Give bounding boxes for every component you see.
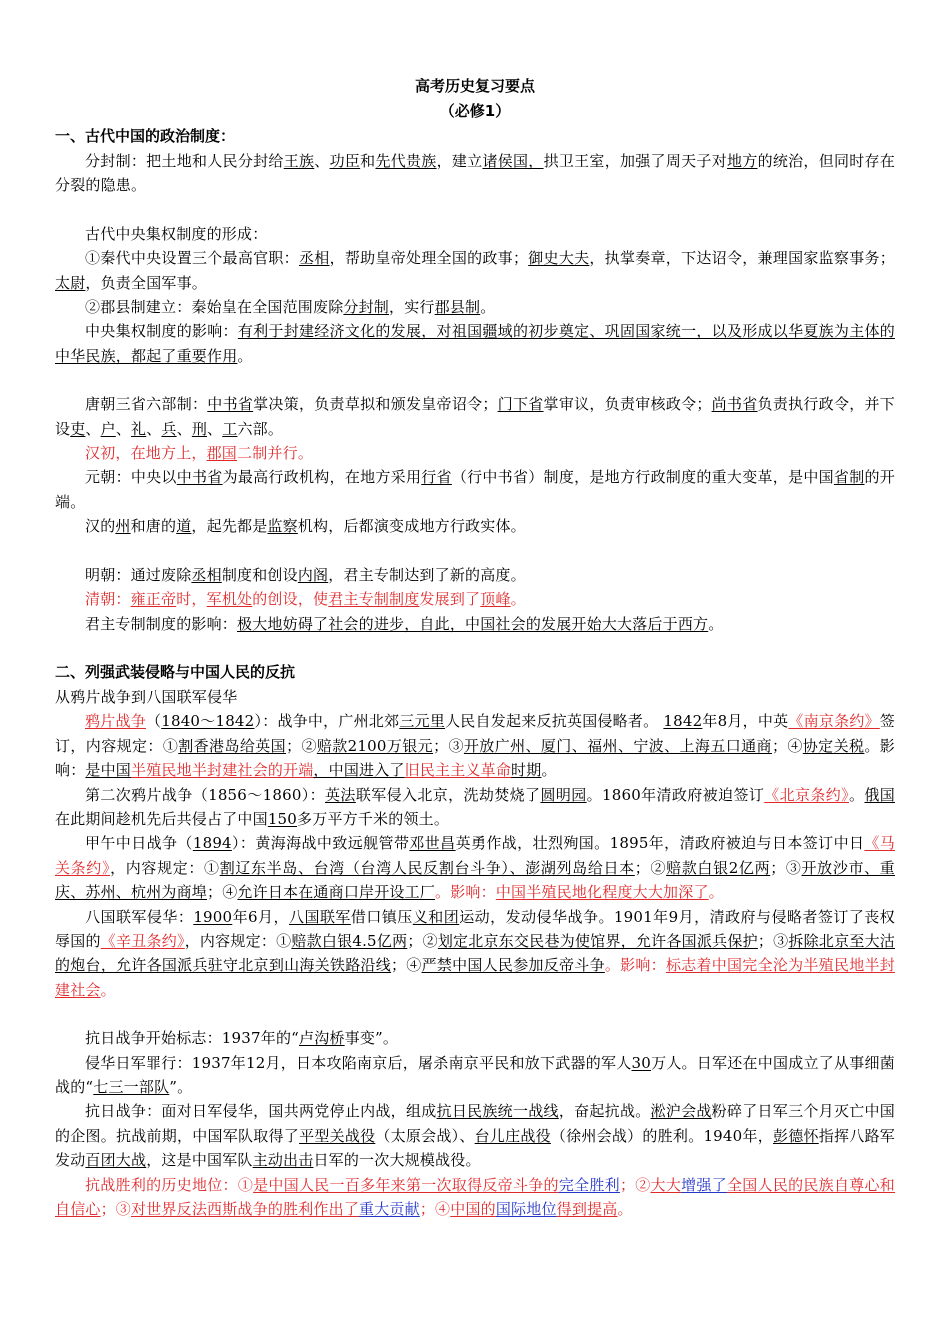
text-run: 雍正帝 xyxy=(130,590,177,609)
text-run: 多万平方千米的领土。 xyxy=(297,809,450,828)
text-run: 分封制 xyxy=(343,298,390,317)
text-run: 赔款白银4.5亿两 xyxy=(291,931,408,950)
text-run: 州 xyxy=(115,517,131,536)
text-run: 和 xyxy=(360,152,376,170)
text-run: 抗日战争开始标志：1937年的“ xyxy=(85,1029,300,1048)
paragraph-japanese-crimes xyxy=(55,1051,895,1100)
text-run: ；③ xyxy=(770,858,802,877)
text-run: 年8月，中英 xyxy=(702,712,789,731)
text-run: 《辛丑条约》 xyxy=(100,931,185,950)
text-run: 先代贵族 xyxy=(375,152,437,170)
text-run: 人民自发起来反抗英国侵略者。 xyxy=(445,712,664,731)
text-run: 半殖民地半封建社会的开端 xyxy=(131,761,314,780)
text-run: 时期 xyxy=(511,761,542,780)
text-run: 、 xyxy=(176,419,192,438)
text-run: 事变”。 xyxy=(344,1029,399,1048)
text-run: ，君主专制达到了新的高度。 xyxy=(328,565,526,584)
text-run: 负责执行政令，并下设 xyxy=(55,395,896,438)
text-run: 对世界反法西斯战争的胜利作出了 xyxy=(131,1200,360,1219)
text-run: 汉初，在地方上， xyxy=(85,444,207,463)
text-run: 30 xyxy=(631,1053,652,1072)
text-run: 中国半殖民地化程度大大加深了 xyxy=(495,883,709,902)
text-run: 二制并行。 xyxy=(237,444,314,463)
text-run: 内阁 xyxy=(297,565,329,584)
text-run: 淞沪会战 xyxy=(650,1102,712,1121)
text-run: 粉碎了日军三个月灭亡中国的企图。抗战前期，中国军队取得了 xyxy=(55,1102,895,1145)
text-run: 旧民主主义革命 xyxy=(404,761,512,780)
paragraph-victory-significance xyxy=(55,1173,895,1222)
text-run: 刑 xyxy=(191,419,208,438)
text-run: 日军的一次大规模战役。 xyxy=(313,1151,481,1170)
text-run: ②郡县制建立：秦始皇在全国范围废除 xyxy=(85,298,344,317)
paragraph-han-junguo xyxy=(55,441,895,465)
text-run: 门下省 xyxy=(497,395,544,414)
text-run: 的开端。 xyxy=(55,468,895,511)
text-run: ；③ xyxy=(100,1200,132,1219)
text-run: 。 xyxy=(708,883,724,902)
text-run: 郡国 xyxy=(206,444,238,463)
text-run: ，中国进入了 xyxy=(313,761,405,780)
text-run: 平型关战役 xyxy=(299,1126,376,1145)
text-run: 。 xyxy=(849,785,865,804)
text-run: 明朝：通过废除 xyxy=(85,565,192,584)
text-run: 郡县制 xyxy=(434,298,481,317)
paragraph-resistance-war xyxy=(55,1099,895,1172)
text-run: 中书省 xyxy=(176,468,223,487)
text-run: 150 xyxy=(267,809,298,828)
text-run: 严禁中国人民参加反帝斗争 xyxy=(421,956,605,975)
text-run: 在此期间趁机先后共侵占了中国 xyxy=(55,809,268,828)
paragraph-fenfeng xyxy=(55,149,895,198)
text-run: 军机处 xyxy=(206,590,253,609)
text-run: 《马关条约》 xyxy=(55,834,896,877)
text-run: 分封制：把土地和人民分封给 xyxy=(85,152,284,170)
text-run: 和唐的 xyxy=(130,517,177,536)
paragraph-tang-system xyxy=(55,392,895,441)
text-run: 1894 xyxy=(192,834,232,853)
text-run: 鸦片战争 xyxy=(85,712,146,731)
text-run: 地方 xyxy=(726,152,758,170)
text-run: 元朝：中央以 xyxy=(85,468,177,487)
text-run: 掌审议，负责审核政令； xyxy=(543,395,712,414)
document-subtitle: （必修1） xyxy=(439,102,511,120)
text-run: 割辽东半岛、台湾（台湾人民反割台斗争）、澎湖列岛给日本 xyxy=(219,858,635,877)
text-run: 英法 xyxy=(325,785,356,804)
text-run: 抗日战争：面对日军侵华，国共两党停止内战，组成 xyxy=(85,1102,437,1121)
text-run: ；④ xyxy=(391,956,422,975)
paragraph-second-opium-war xyxy=(55,783,895,832)
text-run: 主动出击 xyxy=(252,1151,314,1170)
text-run: 极大地妨碍了社会的进步，自此，中国社会的发展开始大大落后于西方 xyxy=(237,614,709,633)
text-run: ；③ xyxy=(757,931,789,950)
text-run: 。1860年清政府被迫签订 xyxy=(586,785,765,804)
text-run: 监察 xyxy=(267,517,298,536)
text-run: 中央集权制度的影响： xyxy=(85,322,238,341)
text-run: 中国的 xyxy=(450,1200,496,1219)
text-run: 抗战胜利的历史地位：① xyxy=(85,1175,254,1194)
text-run: ，奋起抗战。 xyxy=(558,1102,651,1121)
text-run: 王族 xyxy=(283,152,315,170)
text-run: 的统治，但同时存在分裂的隐患。 xyxy=(55,152,896,195)
text-run: 侵华日军罪行：1937年12月，日本攻陷南京后，屠杀南京平民和放下武器的军人 xyxy=(85,1053,632,1072)
text-run: ，负责全国军事。 xyxy=(85,273,208,292)
text-run: ；② xyxy=(286,736,317,755)
text-run: 唐朝三省六部制： xyxy=(85,395,208,414)
text-run: 。影响： xyxy=(604,956,666,975)
text-run: 开放沙市、重庆、苏州、杭州为商埠 xyxy=(55,858,895,902)
text-run: 有利于封建经济文化的发展，对祖国疆域的初步奠定、巩固国家统一，以及形成以华夏族为主体的中华民族，都起了重要作用 xyxy=(55,322,895,365)
text-run: 邓世昌 xyxy=(409,834,456,853)
text-run: 允许日本在通商口岸开设工厂 xyxy=(237,883,436,902)
text-run: 增强了 xyxy=(681,1175,727,1194)
text-run: 完全胜利 xyxy=(558,1175,620,1194)
text-run: 百团大战 xyxy=(85,1151,147,1170)
text-run: 。影响： xyxy=(55,736,895,780)
section-1-heading: 一、古代中国的政治制度： xyxy=(55,127,236,145)
text-run: 。 xyxy=(237,346,253,365)
text-run: 的创设，使 xyxy=(252,590,329,609)
text-run: 《北京条约》 xyxy=(764,785,850,804)
text-run: 协定关税 xyxy=(802,736,865,755)
text-run: ，这是中国军队 xyxy=(146,1151,253,1170)
text-run: ）：战争中，广州北郊 xyxy=(254,712,400,731)
paragraph-zhou-dao xyxy=(55,514,895,538)
text-run: 圆明园 xyxy=(540,785,587,804)
text-run: ，实行 xyxy=(389,298,435,317)
text-run: ①秦代中央设置三个最高官职： xyxy=(85,249,299,268)
text-run: 国际地位 xyxy=(495,1200,557,1219)
text-run: 七三一部队 xyxy=(93,1078,170,1096)
text-run: 签订，内容规定：① xyxy=(55,712,895,755)
text-run: 甲午中日战争（ xyxy=(85,834,193,853)
text-run: 抗日民族统一战线 xyxy=(436,1102,559,1121)
text-run: 割香港岛给英国 xyxy=(178,736,287,755)
document-title: 高考历史复习要点 xyxy=(414,77,535,95)
text-run: 拆除北京至大沽的炮台，允许各国派兵驻守北京到山海关铁路沿线 xyxy=(55,931,896,975)
text-run: 太尉 xyxy=(55,273,86,292)
text-run: 义和团 xyxy=(412,907,460,926)
text-run: 行省 xyxy=(421,468,452,487)
paragraph-centralization-intro xyxy=(55,222,895,246)
paragraph-autocracy-impact xyxy=(55,612,895,636)
text-run: 全国人民的民族自尊心和自信心 xyxy=(55,1175,896,1219)
text-run: 尚书省 xyxy=(711,395,758,414)
text-run: 标志着中国完全沦为半殖民地半封建社会 xyxy=(55,956,895,999)
text-run: 划定北京东交民巷为使馆界，允许各国派兵保护 xyxy=(437,931,758,950)
text-run: 万人。日军还在中国成立了从事细菌战的“ xyxy=(55,1053,895,1096)
text-run: 。 xyxy=(617,1200,633,1219)
text-run: ；④ xyxy=(771,736,803,755)
text-run: 八国联军侵华： xyxy=(85,907,194,926)
text-run: 顶峰 xyxy=(480,590,511,609)
text-run: 得到提高 xyxy=(556,1200,618,1219)
text-run: 拱卫王室，加强了周天子对 xyxy=(543,152,727,170)
text-run: ；④ xyxy=(207,883,238,902)
paragraph-qing xyxy=(55,587,895,611)
text-run: 1900 xyxy=(193,907,233,926)
text-run: ；② xyxy=(619,1175,651,1194)
text-run: 开放广州、厦门、福州、宁波、上海五口通商 xyxy=(463,736,772,755)
text-run: 俄国 xyxy=(864,785,896,804)
text-run: 运动，发动侵华战争。1901年9月，清政府与侵略者签订了丧权辱国的 xyxy=(55,907,895,950)
text-run: ）：黄海海战中致远舰管带 xyxy=(231,834,410,853)
text-run: 御史大夫 xyxy=(528,249,590,268)
text-run: 户 xyxy=(100,419,116,438)
text-run: ，内容规定：① xyxy=(184,931,292,950)
paragraph-qin-officials xyxy=(55,246,895,295)
text-run: 。 xyxy=(100,980,116,999)
text-run: 赔款2100万银元 xyxy=(316,736,434,755)
text-run: 制度和创设 xyxy=(221,565,298,584)
text-run: ，起先都是 xyxy=(191,517,268,536)
text-run: 古代中央集权制度的形成： xyxy=(85,224,268,243)
text-run: 。影响： xyxy=(435,883,496,902)
text-run: 借口镇压 xyxy=(350,907,413,926)
text-run: 《南京条约》 xyxy=(788,712,880,731)
section-2-heading: 二、列强武装侵略与中国人民的反抗 xyxy=(55,662,296,681)
text-run: 是中国 xyxy=(85,761,132,780)
text-run: ，帮助皇帝处理全国的政事； xyxy=(329,249,529,268)
text-run: 诸侯国， xyxy=(482,152,544,170)
text-run: 。 xyxy=(480,298,496,317)
text-run: 机构，后都演变成地方行政实体。 xyxy=(297,517,526,536)
text-run: 汉的 xyxy=(85,517,116,536)
text-run: 道 xyxy=(176,517,192,536)
text-run: 1840～1842 xyxy=(161,712,255,731)
text-run: 赔款白银2亿两 xyxy=(666,858,771,877)
text-run: 清朝： xyxy=(85,590,131,609)
paragraph-sino-japanese-war xyxy=(55,831,895,904)
text-run: 第二次鸦片战争（1856～1860）： xyxy=(85,785,326,804)
paragraph-centralization-impact xyxy=(55,319,895,368)
text-run: ；③ xyxy=(433,736,464,755)
text-run: ，内容规定：① xyxy=(110,858,220,877)
text-run: 兵 xyxy=(161,419,177,438)
text-run: 发展到了 xyxy=(419,590,481,609)
text-run: 时， xyxy=(176,590,207,609)
text-run: 三元里 xyxy=(399,712,446,731)
text-run: 英勇作战，壮烈殉国。1895年，清政府被迫与日本签订中日 xyxy=(455,834,865,853)
text-run: 台儿庄战役 xyxy=(474,1126,551,1145)
text-run: 、 xyxy=(314,152,330,170)
text-run: 年6月， xyxy=(232,907,289,926)
text-run: （太原会战）、 xyxy=(375,1126,475,1145)
text-run: 为最高行政机构，在地方采用 xyxy=(222,468,422,487)
text-run: 。 xyxy=(708,614,724,633)
text-run: 、 xyxy=(115,419,132,438)
text-run: 、 xyxy=(146,419,162,438)
text-run: 礼 xyxy=(131,419,147,438)
text-run: 君主专制制度 xyxy=(328,590,420,609)
paragraph-yuan-province xyxy=(55,465,895,514)
text-run: 丞相 xyxy=(298,249,330,268)
text-run: 指挥八路军发动 xyxy=(55,1126,895,1170)
paragraph-war-start xyxy=(55,1026,895,1050)
text-run: 君主专制制度的影响： xyxy=(85,614,238,633)
text-run: （徐州会战）的胜利。1940年， xyxy=(550,1126,773,1145)
text-run: 、 xyxy=(85,419,101,438)
text-run: 省制 xyxy=(833,468,865,487)
text-run: 重大贡献 xyxy=(359,1200,420,1219)
paragraph-opium-war xyxy=(55,709,895,782)
text-run: 是中国人民一百多年来第一次取得反帝斗争的 xyxy=(253,1175,559,1194)
text-run: 大大 xyxy=(650,1175,682,1194)
section-2-subheading: 从鸦片战争到八国联军侵华 xyxy=(55,687,238,706)
text-run: 1842 xyxy=(663,712,703,731)
text-run: 工 xyxy=(222,419,238,438)
text-run: 彭德怀 xyxy=(772,1126,819,1145)
text-run: 卢沟桥 xyxy=(299,1029,345,1048)
text-run: 、 xyxy=(207,419,223,438)
paragraph-junxian xyxy=(55,295,895,319)
text-run: 八国联军 xyxy=(289,907,351,926)
text-run: ；④ xyxy=(419,1200,451,1219)
text-run: 中书省 xyxy=(207,395,254,414)
text-run: ”。 xyxy=(169,1078,193,1096)
text-run: （ xyxy=(145,712,162,731)
text-run: 丞相 xyxy=(191,565,222,584)
text-run: （行中书省）制度，是地方行政制度的重大变革，是中国 xyxy=(451,468,834,487)
text-run: ；② xyxy=(634,858,667,877)
text-run: ，建立 xyxy=(436,152,483,170)
text-run: 。 xyxy=(510,590,526,609)
text-run: 功臣 xyxy=(329,152,361,170)
text-run: 吏 xyxy=(70,419,86,438)
text-run: ；② xyxy=(407,931,438,950)
text-run: 。 xyxy=(541,761,557,780)
paragraph-ming xyxy=(55,563,895,587)
text-run: ，执掌奏章，下达诏令，兼理国家监察事务； xyxy=(589,249,895,268)
text-run: 六部。 xyxy=(237,419,284,438)
text-run: 掌决策，负责草拟和颁发皇帝诏令； xyxy=(253,395,498,414)
paragraph-eight-nation xyxy=(55,905,895,1003)
text-run: 联军侵入北京，洗劫焚烧了 xyxy=(355,785,541,804)
